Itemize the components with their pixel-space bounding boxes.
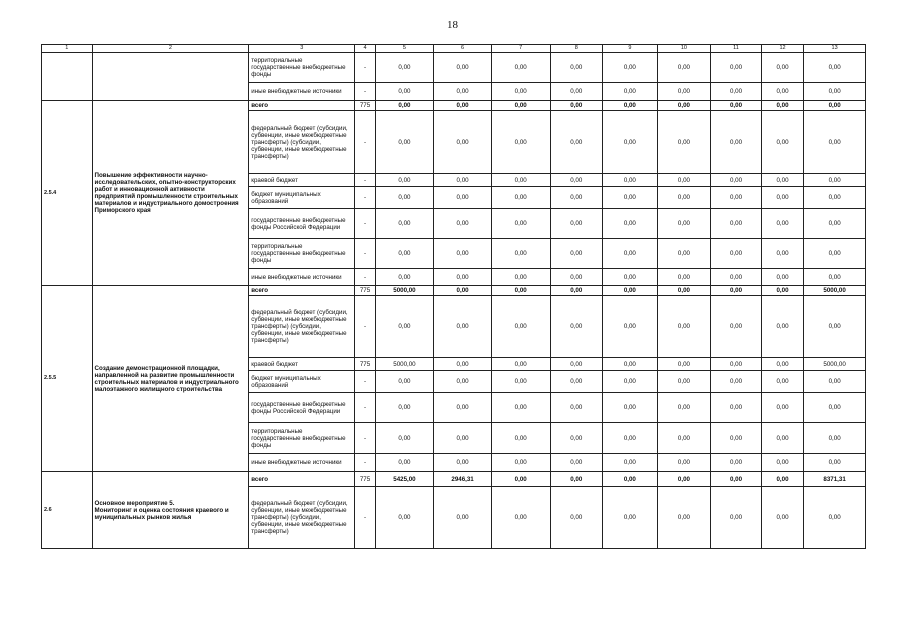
amount-cell: 0,00 <box>434 239 492 269</box>
grbs-code: - <box>355 269 375 286</box>
amount-cell: 0,00 <box>375 371 434 393</box>
grbs-code: - <box>355 454 375 472</box>
grbs-code: - <box>355 393 375 423</box>
grbs-code: - <box>355 174 375 187</box>
amount-cell: 0,00 <box>804 487 866 549</box>
amount-cell: 0,00 <box>657 101 711 111</box>
amount-cell: 0,00 <box>761 286 803 296</box>
amount-cell: 0,00 <box>804 101 866 111</box>
column-header: 5 <box>375 45 434 53</box>
amount-cell: 0,00 <box>657 472 711 487</box>
amount-cell: 0,00 <box>375 269 434 286</box>
amount-cell: 0,00 <box>711 423 762 454</box>
funding-source: краевой бюджет <box>249 174 355 187</box>
amount-cell: 0,00 <box>804 111 866 174</box>
amount-cell: 0,00 <box>434 358 492 371</box>
activity-title: Основное мероприятие 5. <box>94 499 175 507</box>
amount-cell: 0,00 <box>711 111 762 174</box>
amount-cell: 0,00 <box>804 239 866 269</box>
column-header: 2 <box>92 45 249 53</box>
amount-cell: 0,00 <box>711 393 762 423</box>
amount-cell: 0,00 <box>603 187 658 209</box>
amount-cell: 0,00 <box>711 83 762 101</box>
amount-cell: 0,00 <box>804 83 866 101</box>
amount-cell: 0,00 <box>491 472 550 487</box>
activity-name: Повышение эффективности научно-исследовательских, опытно-конструкторских работ и инновационной активности предприятий промышленности строительных материалов и индустриального домостроения Приморского края <box>94 172 239 214</box>
amount-cell: 8371,31 <box>804 472 866 487</box>
funding-source: всего <box>249 472 355 487</box>
amount-cell: 0,00 <box>491 53 550 83</box>
grbs-code: - <box>355 296 375 358</box>
column-header: 1 <box>42 45 93 53</box>
amount-cell: 0,00 <box>550 269 603 286</box>
amount-cell: 0,00 <box>491 111 550 174</box>
amount-cell: 0,00 <box>434 174 492 187</box>
amount-cell: 0,00 <box>550 286 603 296</box>
table-row <box>42 53 866 83</box>
amount-cell: 0,00 <box>375 53 434 83</box>
amount-cell: 0,00 <box>804 296 866 358</box>
amount-cell: 0,00 <box>804 174 866 187</box>
amount-cell: 0,00 <box>434 393 492 423</box>
amount-cell: 0,00 <box>375 187 434 209</box>
amount-cell: 0,00 <box>375 393 434 423</box>
funding-source: территориальные государственные внебюджетные фонды <box>249 53 355 83</box>
activity-name-cell <box>92 472 249 549</box>
amount-cell: 5000,00 <box>804 358 866 371</box>
grbs-code: - <box>355 423 375 454</box>
amount-cell: 0,00 <box>375 111 434 174</box>
amount-cell: 0,00 <box>711 53 762 83</box>
column-header: 11 <box>711 45 762 53</box>
amount-cell: 0,00 <box>491 209 550 239</box>
amount-cell: 0,00 <box>657 286 711 296</box>
amount-cell: 0,00 <box>761 187 803 209</box>
amount-cell: 0,00 <box>375 209 434 239</box>
table-row <box>42 472 866 487</box>
table-body <box>42 53 866 549</box>
amount-cell: 0,00 <box>550 111 603 174</box>
amount-cell: 0,00 <box>434 209 492 239</box>
amount-cell: 0,00 <box>711 296 762 358</box>
row-number-cell <box>42 53 93 101</box>
amount-cell: 0,00 <box>375 296 434 358</box>
amount-cell: 0,00 <box>434 487 492 549</box>
table-row <box>42 286 866 296</box>
amount-cell: 0,00 <box>761 423 803 454</box>
amount-cell: 0,00 <box>711 269 762 286</box>
column-header: 9 <box>603 45 658 53</box>
amount-cell: 0,00 <box>761 358 803 371</box>
amount-cell: 0,00 <box>711 286 762 296</box>
amount-cell: 0,00 <box>491 83 550 101</box>
amount-cell: 5000,00 <box>375 286 434 296</box>
amount-cell: 0,00 <box>434 187 492 209</box>
amount-cell: 0,00 <box>711 209 762 239</box>
activity-name-cell <box>92 53 249 101</box>
amount-cell: 2946,31 <box>434 472 492 487</box>
column-header: 3 <box>249 45 355 53</box>
amount-cell: 0,00 <box>603 296 658 358</box>
amount-cell: 0,00 <box>603 423 658 454</box>
grbs-code: 775 <box>355 286 375 296</box>
amount-cell: 0,00 <box>550 83 603 101</box>
grbs-code: - <box>355 83 375 101</box>
column-header: 13 <box>804 45 866 53</box>
funding-source: федеральный бюджет (субсидии, субвенции, иные межбюджетные трансферты) (субсидии, субвенции, иные межбюджетные трансферты) <box>249 296 355 358</box>
amount-cell: 0,00 <box>761 101 803 111</box>
amount-cell: 0,00 <box>657 83 711 101</box>
amount-cell: 0,00 <box>550 239 603 269</box>
amount-cell: 0,00 <box>434 423 492 454</box>
grbs-code: 775 <box>355 472 375 487</box>
amount-cell: 0,00 <box>657 454 711 472</box>
amount-cell: 0,00 <box>603 209 658 239</box>
column-header: 8 <box>550 45 603 53</box>
amount-cell: 0,00 <box>550 472 603 487</box>
amount-cell: 0,00 <box>804 454 866 472</box>
amount-cell: 0,00 <box>550 209 603 239</box>
amount-cell: 0,00 <box>804 269 866 286</box>
grbs-code: - <box>355 487 375 549</box>
amount-cell: 0,00 <box>434 53 492 83</box>
amount-cell: 0,00 <box>434 371 492 393</box>
amount-cell: 0,00 <box>761 269 803 286</box>
activity-name: Мониторинг и оценка состояния краевого и муниципальных рынков жилья <box>94 506 229 521</box>
amount-cell: 0,00 <box>761 487 803 549</box>
amount-cell: 0,00 <box>375 83 434 101</box>
amount-cell: 0,00 <box>491 101 550 111</box>
amount-cell: 0,00 <box>491 454 550 472</box>
amount-cell: 0,00 <box>657 393 711 423</box>
amount-cell: 0,00 <box>491 371 550 393</box>
funding-source: государственные внебюджетные фонды Российской Федерации <box>249 209 355 239</box>
amount-cell: 0,00 <box>550 358 603 371</box>
column-header: 6 <box>434 45 492 53</box>
amount-cell: 0,00 <box>761 174 803 187</box>
amount-cell: 0,00 <box>491 174 550 187</box>
amount-cell: 5425,00 <box>375 472 434 487</box>
row-number-cell: 2.5.4 <box>42 101 93 286</box>
amount-cell: 0,00 <box>711 174 762 187</box>
activity-name: Создание демонстрационной площадки, направленной на развитие промышленности строительных материалов и индустриального малоэтажного жилищного строительства <box>94 364 239 393</box>
funding-source: бюджет муниципальных образований <box>249 371 355 393</box>
amount-cell: 0,00 <box>491 239 550 269</box>
amount-cell: 0,00 <box>603 83 658 101</box>
amount-cell: 0,00 <box>603 371 658 393</box>
budget-table <box>41 44 866 549</box>
amount-cell: 0,00 <box>804 393 866 423</box>
amount-cell: 0,00 <box>434 111 492 174</box>
amount-cell: 0,00 <box>491 358 550 371</box>
funding-source: федеральный бюджет (субсидии, субвенции, иные межбюджетные трансферты) (субсидии, субвенции, иные межбюджетные трансферты) <box>249 487 355 549</box>
amount-cell: 0,00 <box>491 269 550 286</box>
amount-cell: 0,00 <box>434 269 492 286</box>
grbs-code: - <box>355 209 375 239</box>
amount-cell: 0,00 <box>603 174 658 187</box>
amount-cell: 0,00 <box>434 286 492 296</box>
amount-cell: 0,00 <box>550 423 603 454</box>
funding-source: всего <box>249 101 355 111</box>
funding-source: территориальные государственные внебюджетные фонды <box>249 239 355 269</box>
amount-cell: 5000,00 <box>804 286 866 296</box>
amount-cell: 0,00 <box>657 174 711 187</box>
amount-cell: 0,00 <box>550 393 603 423</box>
amount-cell: 0,00 <box>657 111 711 174</box>
amount-cell: 0,00 <box>550 296 603 358</box>
amount-cell: 0,00 <box>603 358 658 371</box>
amount-cell: 0,00 <box>711 472 762 487</box>
amount-cell: 0,00 <box>657 358 711 371</box>
grbs-code: - <box>355 187 375 209</box>
amount-cell: 0,00 <box>657 269 711 286</box>
amount-cell: 0,00 <box>375 454 434 472</box>
amount-cell: 0,00 <box>375 101 434 111</box>
amount-cell: 0,00 <box>550 53 603 83</box>
grbs-code: 775 <box>355 101 375 111</box>
amount-cell: 0,00 <box>711 187 762 209</box>
amount-cell: 0,00 <box>657 371 711 393</box>
amount-cell: 0,00 <box>491 487 550 549</box>
amount-cell: 0,00 <box>711 358 762 371</box>
amount-cell: 0,00 <box>550 487 603 549</box>
amount-cell: 0,00 <box>434 101 492 111</box>
amount-cell: 0,00 <box>711 101 762 111</box>
amount-cell: 0,00 <box>603 53 658 83</box>
amount-cell: 0,00 <box>434 454 492 472</box>
funding-source: иные внебюджетные источники <box>249 269 355 286</box>
grbs-code: - <box>355 239 375 269</box>
amount-cell: 0,00 <box>761 111 803 174</box>
amount-cell: 0,00 <box>550 187 603 209</box>
amount-cell: 0,00 <box>804 209 866 239</box>
amount-cell: 0,00 <box>711 454 762 472</box>
funding-source: бюджет муниципальных образований <box>249 187 355 209</box>
amount-cell: 0,00 <box>711 239 762 269</box>
funding-source: иные внебюджетные источники <box>249 83 355 101</box>
amount-cell: 0,00 <box>657 423 711 454</box>
amount-cell: 0,00 <box>550 174 603 187</box>
amount-cell: 0,00 <box>761 239 803 269</box>
funding-source: территориальные государственные внебюджетные фонды <box>249 423 355 454</box>
amount-cell: 0,00 <box>603 101 658 111</box>
amount-cell: 0,00 <box>491 187 550 209</box>
amount-cell: 0,00 <box>761 53 803 83</box>
amount-cell: 0,00 <box>657 53 711 83</box>
amount-cell: 0,00 <box>657 296 711 358</box>
grbs-code: - <box>355 111 375 174</box>
amount-cell: 0,00 <box>550 101 603 111</box>
column-number-row <box>42 45 866 53</box>
amount-cell: 0,00 <box>434 296 492 358</box>
amount-cell: 0,00 <box>761 209 803 239</box>
amount-cell: 5000,00 <box>375 358 434 371</box>
amount-cell: 0,00 <box>761 83 803 101</box>
amount-cell: 0,00 <box>603 487 658 549</box>
table-row <box>42 101 866 111</box>
amount-cell: 0,00 <box>711 371 762 393</box>
funding-source: федеральный бюджет (субсидии, субвенции, иные межбюджетные трансферты) (субсидии, субвенции, иные межбюджетные трансферты) <box>249 111 355 174</box>
amount-cell: 0,00 <box>657 239 711 269</box>
row-number-cell: 2.5.5 <box>42 286 93 472</box>
amount-cell: 0,00 <box>491 286 550 296</box>
amount-cell: 0,00 <box>804 371 866 393</box>
amount-cell: 0,00 <box>657 209 711 239</box>
amount-cell: 0,00 <box>603 269 658 286</box>
amount-cell: 0,00 <box>603 472 658 487</box>
page-number: 18 <box>447 19 458 31</box>
activity-name-cell <box>92 286 249 472</box>
amount-cell: 0,00 <box>804 187 866 209</box>
amount-cell: 0,00 <box>375 423 434 454</box>
amount-cell: 0,00 <box>761 472 803 487</box>
funding-source: всего <box>249 286 355 296</box>
column-header: 4 <box>355 45 375 53</box>
row-number-cell: 2.6 <box>42 472 93 549</box>
amount-cell: 0,00 <box>491 423 550 454</box>
amount-cell: 0,00 <box>375 487 434 549</box>
amount-cell: 0,00 <box>657 487 711 549</box>
amount-cell: 0,00 <box>761 296 803 358</box>
grbs-code: - <box>355 371 375 393</box>
amount-cell: 0,00 <box>550 454 603 472</box>
amount-cell: 0,00 <box>761 454 803 472</box>
amount-cell: 0,00 <box>491 296 550 358</box>
amount-cell: 0,00 <box>761 371 803 393</box>
amount-cell: 0,00 <box>434 83 492 101</box>
amount-cell: 0,00 <box>375 239 434 269</box>
amount-cell: 0,00 <box>375 174 434 187</box>
amount-cell: 0,00 <box>603 239 658 269</box>
amount-cell: 0,00 <box>711 487 762 549</box>
amount-cell: 0,00 <box>603 111 658 174</box>
amount-cell: 0,00 <box>804 53 866 83</box>
amount-cell: 0,00 <box>804 423 866 454</box>
amount-cell: 0,00 <box>603 393 658 423</box>
amount-cell: 0,00 <box>550 371 603 393</box>
column-header: 7 <box>491 45 550 53</box>
amount-cell: 0,00 <box>761 393 803 423</box>
column-header: 12 <box>761 45 803 53</box>
activity-name-cell <box>92 101 249 286</box>
column-header: 10 <box>657 45 711 53</box>
amount-cell: 0,00 <box>603 286 658 296</box>
funding-source: иные внебюджетные источники <box>249 454 355 472</box>
grbs-code: - <box>355 53 375 83</box>
amount-cell: 0,00 <box>491 393 550 423</box>
amount-cell: 0,00 <box>603 454 658 472</box>
funding-source: краевой бюджет <box>249 358 355 371</box>
funding-source: государственные внебюджетные фонды Российской Федерации <box>249 393 355 423</box>
grbs-code: 775 <box>355 358 375 371</box>
amount-cell: 0,00 <box>657 187 711 209</box>
